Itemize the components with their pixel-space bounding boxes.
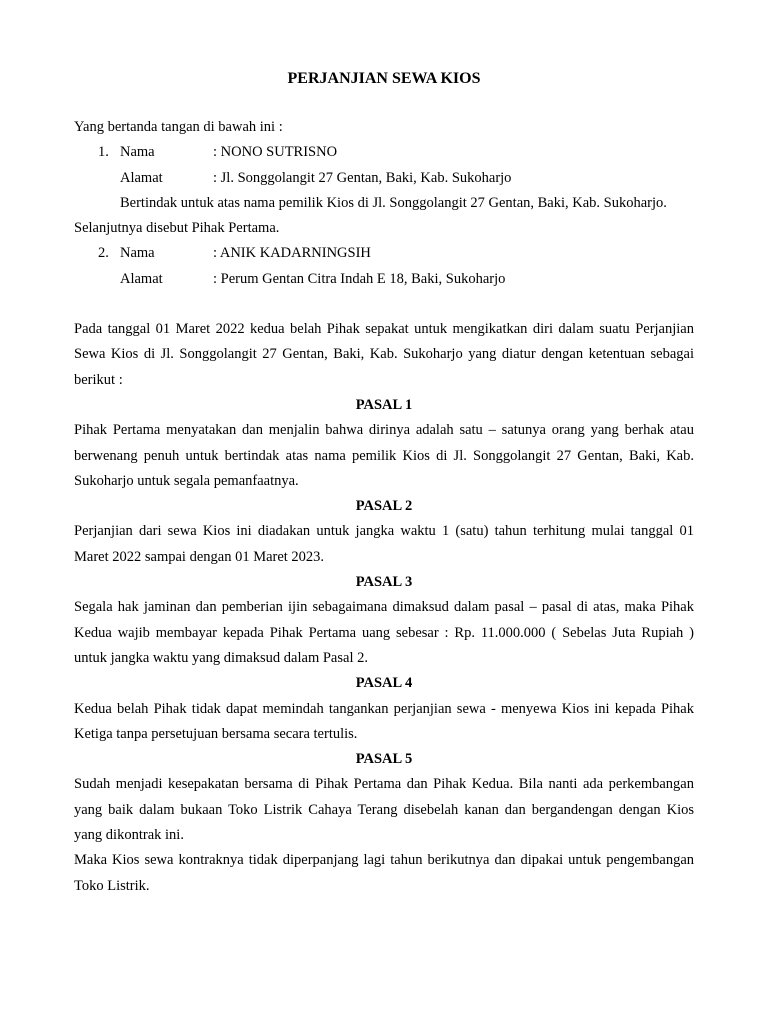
party-1-address-label: Alamat	[120, 169, 163, 186]
party-2	[74, 241, 694, 292]
party-2-address-label: Alamat	[120, 270, 163, 287]
pasal-5-heading: PASAL 5	[355, 751, 413, 768]
pasal-3-paragraph: Segala hak jaminan dan pemberian ijin sebagaimana dimaksud dalam pasal – pasal di atas, maka Pihak Kedua wajib membayar kepada Pihak Pertama uang sebesar : Rp. 11.000.000 ( Sebelas Juta Rupiah ) untuk jangka waktu yang dimaksud dalam Pasal 2.	[74, 599, 694, 666]
party-2-number: 2.	[98, 245, 109, 262]
party-2-address-value: : Perum Gentan Citra Indah E 18, Baki, Sukoharjo	[213, 270, 506, 287]
pasal-5-paragraph-1: Sudah menjadi kesepakatan bersama di Pihak Pertama dan Pihak Kedua. Bila nanti ada perkembangan yang baik dalam bukaan Toko Listrik Cahaya Terang disebelah kanan dan bergandengan dengan Kios yang dikontrak ini.	[74, 776, 694, 844]
party-2-address-row	[74, 267, 694, 292]
spacer	[74, 292, 694, 317]
party-1-alias: Selanjutnya disebut Pihak Pertama.	[74, 220, 280, 237]
party-1-address-row	[74, 166, 694, 191]
party-2-name-value: : ANIK KADARNINGSIH	[213, 245, 371, 262]
pasal-4-paragraph: Kedua belah Pihak tidak dapat memindah tangankan perjanjian sewa - menyewa Kios ini kepada Pihak Ketiga tanpa persetujuan bersama secara tertulis.	[74, 700, 694, 742]
party-2-name-row	[74, 241, 694, 266]
pasal-3-section	[74, 570, 694, 671]
pasal-1-section	[74, 393, 694, 494]
pasal-3-heading: PASAL 3	[355, 574, 413, 591]
pasal-5-section	[74, 747, 694, 899]
party-1-address-value: : Jl. Songgolangit 27 Gentan, Baki, Kab. Sukoharjo	[213, 169, 512, 186]
pasal-4-heading: PASAL 4	[355, 675, 413, 692]
document-title: PERJANJIAN SEWA KIOS	[287, 70, 481, 87]
party-1	[74, 140, 694, 216]
party-1-number: 1.	[98, 144, 109, 161]
party-1-name-label: Nama	[120, 144, 155, 161]
pasal-2-section	[74, 494, 694, 570]
intro-text: Yang bertanda tangan di bawah ini :	[74, 119, 283, 135]
pasal-1-paragraph: Pihak Pertama menyatakan dan menjalin bahwa dirinya adalah satu – satunya orang yang berhak atau berwenang penuh untuk bertindak atas nama pemilik Kios di Jl. Songgolangit 27 Gentan, Baki, Kab. Sukoharjo untuk segala pemanfaatnya.	[74, 422, 694, 489]
party-1-name-row	[74, 140, 694, 165]
preamble-paragraph: Pada tanggal 01 Maret 2022 kedua belah Pihak sepakat untuk mengikatkan diri dalam suatu Perjanjian Sewa Kios di Jl. Songgolangit 27 Gentan, Baki, Kab. Sukoharjo yang diatur dengan ketentuan sebagai berikut :	[74, 321, 694, 388]
party-2-name-label: Nama	[120, 245, 155, 262]
party-1-name-value: : NONO SUTRISNO	[213, 144, 338, 161]
pasal-5-paragraph-2: Maka Kios sewa kontraknya tidak diperpanjang lagi tahun berikutnya dan dipakai untuk pengembangan Toko Listrik.	[74, 852, 694, 894]
pasal-4-section	[74, 671, 694, 747]
party-1-role: Bertindak untuk atas nama pemilik Kios di Jl. Songgolangit 27 Gentan, Baki, Kab. Sukoharjo.	[120, 194, 667, 211]
pasal-2-paragraph: Perjanjian dari sewa Kios ini diadakan untuk jangka waktu 1 (satu) tahun terhitung mulai tanggal 01 Maret 2022 sampai dengan 01 Maret 2023.	[74, 523, 694, 565]
pasal-1-heading: PASAL 1	[355, 396, 413, 413]
pasal-2-heading: PASAL 2	[355, 498, 413, 515]
